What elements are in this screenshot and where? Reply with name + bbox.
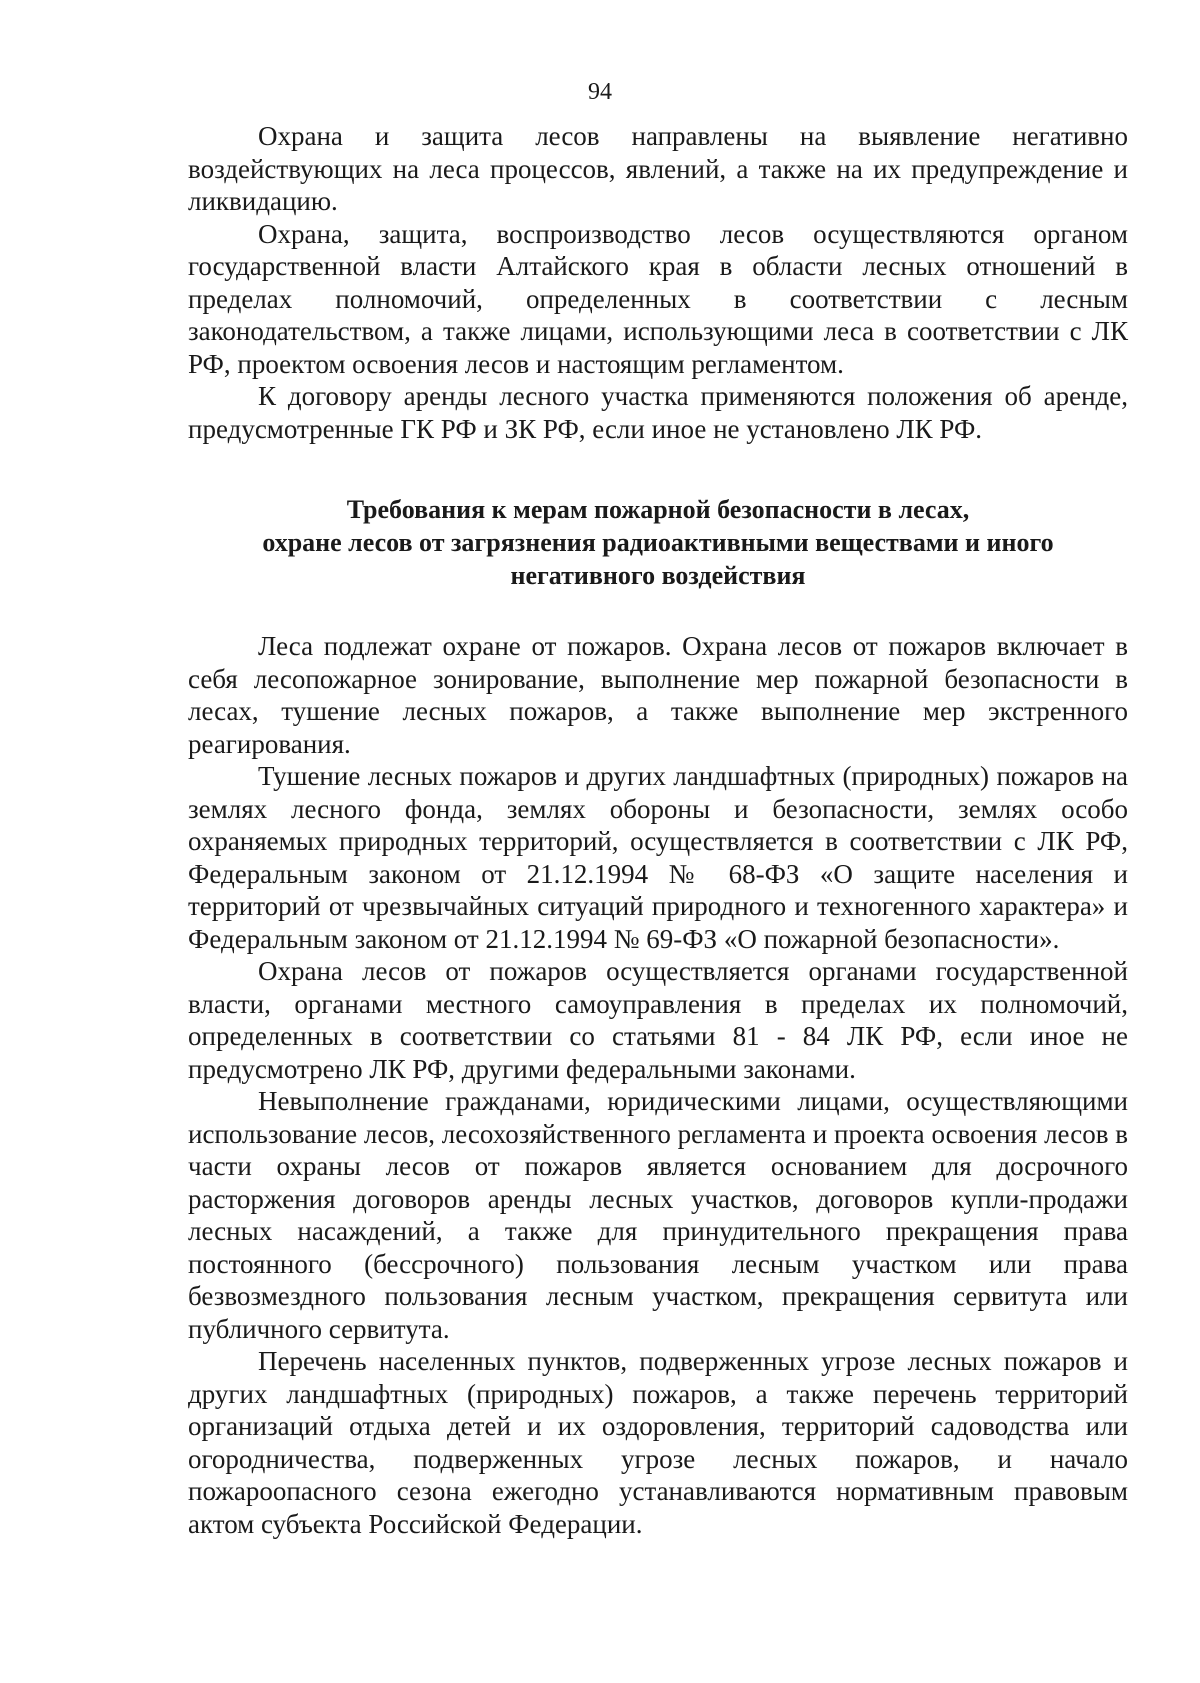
paragraph: Охрана и защита лесов направлены на выявление негативно воздействующих на леса процессов, явлений, а также на их предупреждение и ликвидацию. — [188, 121, 1128, 216]
section-heading-line: негативного воздействия — [510, 561, 806, 590]
document-body — [188, 120, 1128, 1540]
paragraph: Тушение лесных пожаров и других ландшафтных (природных) пожаров на землях лесного фонда, землях обороны и безопасности, землях особо охраняемых природных территорий, осуществляется в соответствии с ЛК РФ, Федеральным законом от 21.12.1994 № 68-ФЗ «О защите населения и территорий от чрезвычайных ситуаций природного и техногенного характера» и Федеральным законом от 21.12.1994 № 69-ФЗ «О пожарной безопасности». — [188, 761, 1128, 954]
paragraph: Невыполнение гражданами, юридическими лицами, осуществляющими использование лесов, лесохозяйственного регламента и проекта освоения лесов в части охраны лесов от пожаров является основанием для досрочного расторжения договоров аренды лесных участков, договоров купли-продажи лесных насаждений, а также для принудительного прекращения права постоянного (бессрочного) пользования лесным участком или права безвозмездного пользования лесным участком, прекращения сервитута или публичного сервитута. — [188, 1086, 1128, 1344]
section-heading — [188, 493, 1128, 592]
paragraph: Охрана лесов от пожаров осуществляется органами государственной власти, органами местного самоуправления в пределах их полномочий, определенных в соответствии со статьями 81 - 84 ЛК РФ, если иное не предусмотрено ЛК РФ, другими федеральными законами. — [188, 956, 1128, 1084]
page-number: 94 — [588, 79, 612, 105]
paragraph: К договору аренды лесного участка применяются положения об аренде, предусмотренные ГК РФ и ЗК РФ, если иное не установлено ЛК РФ. — [188, 381, 1128, 444]
paragraph: Охрана, защита, воспроизводство лесов осуществляются органом государственной власти Алтайского края в области лесных отношений в пределах полномочий, определенных в соответствии с лесным законодательством, а также лицами, использующими леса в соответствии с ЛК РФ, проектом освоения лесов и настоящим регламентом. — [188, 218, 1128, 379]
paragraph: Леса подлежат охране от пожаров. Охрана лесов от пожаров включает в себя лесопожарное зонирование, выполнение мер пожарной безопасности в лесах, тушение лесных пожаров, а также выполнение мер экстренного реагирования. — [188, 631, 1128, 759]
paragraph: Перечень населенных пунктов, подверженных угрозе лесных пожаров и других ландшафтных (природных) пожаров, а также перечень территорий организаций отдыха детей и их оздоровления, территорий садоводства или огородничества, подверженных угрозе лесных пожаров, и начало пожароопасного сезона ежегодно устанавливаются нормативным правовым актом субъекта Российской Федерации. — [188, 1346, 1128, 1539]
section-heading-line: Требования к мерам пожарной безопасности в лесах, — [346, 495, 970, 524]
section-heading-line: охране лесов от загрязнения радиоактивными веществами и иного — [262, 528, 1054, 557]
